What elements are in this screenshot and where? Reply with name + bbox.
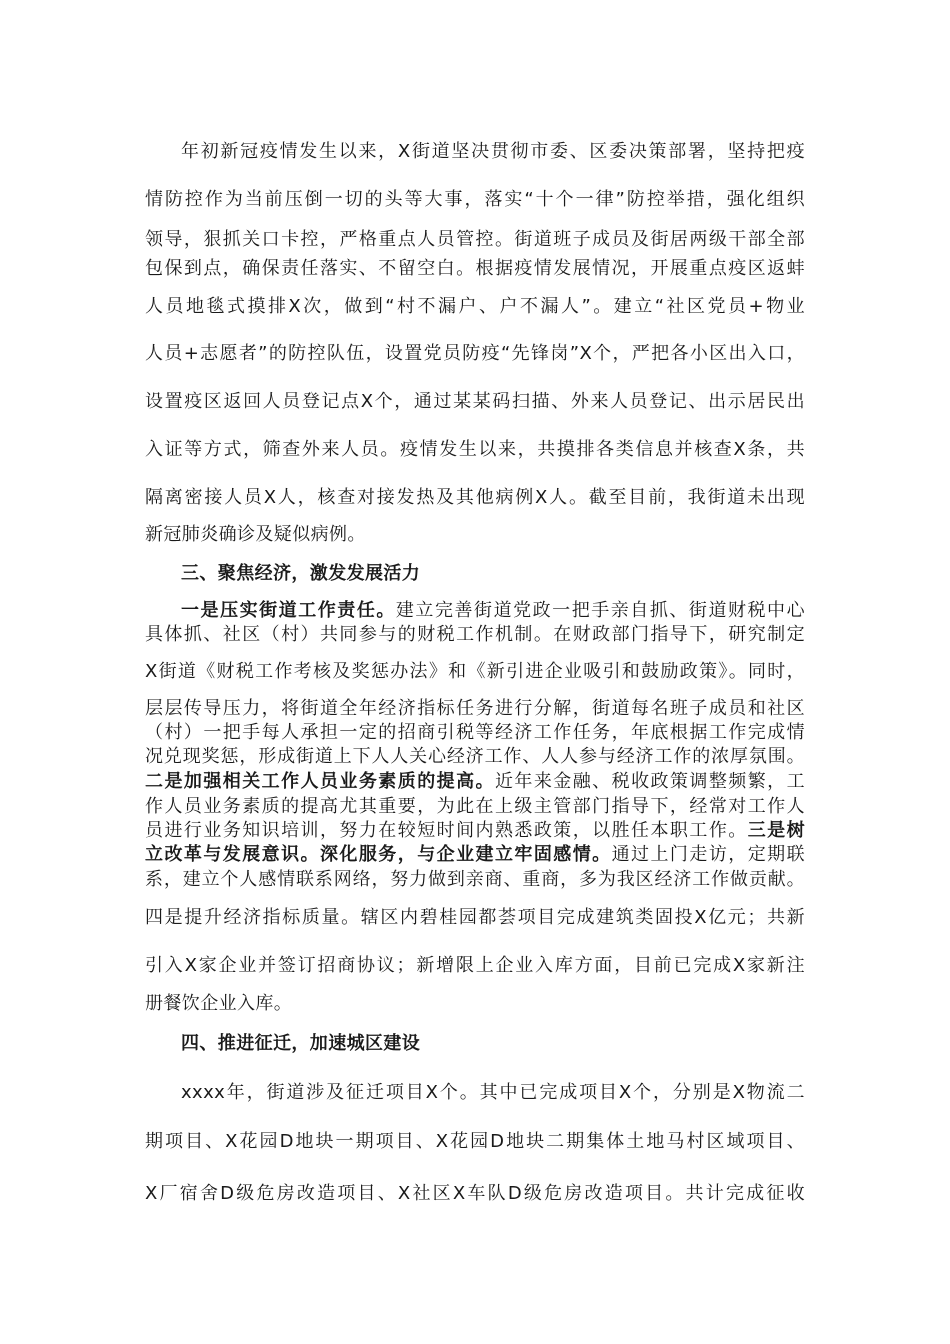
paragraph-1-line: 隔离密接人员X人，核查对接发热及其他病例X人。截至目前，我街道未出现 [145,487,805,508]
section-3-line: 引入X家企业并签订招商协议；新增限上企业入库方面，目前已完成X家新注 [145,955,805,976]
paragraph-1-line: 包保到点，确保责任落实、不留空白。根据疫情发展情况，开展重点疫区返蚌 [145,258,805,279]
section-3-line: 系，建立个人感情联系网络，努力做到亲商、重商，多为我区经济工作做贡献。 [145,869,805,890]
section-3-line: 具体抓、社区（村）共同参与的财税工作机制。在财政部门指导下，研究制定 [145,624,805,645]
emphasis-text: 三是树 [747,820,805,841]
emphasis-text: 立改革与发展意识。深化服务，与企业建立牢固感情。 [145,844,612,865]
paragraph-1-line: 设置疫区返回人员登记点X个，通过某某码扫描、外来人员登记、出示居民出 [145,391,805,412]
section-3-line: 层层传导压力，将街道全年经济指标任务进行分解，街道每名班子成员和社区 [145,698,805,719]
section-3-heading: 三、聚焦经济，激发发展活力 [181,563,421,584]
section-3-line: 册餐饮企业入库。 [145,993,293,1014]
body-text: 员进行业务知识培训，努力在较短时间内熟悉政策，以胜任本职工作。 [145,820,748,841]
body-text: 近年来金融、税收政策调整频繁，工 [494,771,805,792]
section-4-line: 期项目、X花园D地块一期项目、X花园D地块二期集体土地马村区域项目、 [145,1131,805,1152]
section-4-heading: 四、推进征迁，加速城区建设 [181,1033,421,1054]
section-3-line: 况兑现奖惩，形成街道上下人人关心经济工作、人人参与经济工作的浓厚氛围。 [145,746,805,767]
section-4-line: X厂宿舍D级危房改造项目、X社区X车队D级危房改造项目。共计完成征收 [145,1183,805,1204]
paragraph-1-line: 入证等方式，筛查外来人员。疫情发生以来，共摸排各类信息并核查X条，共 [145,439,805,460]
section-3-line: 四是提升经济指标质量。辖区内碧桂园都荟项目完成建筑类固投X亿元；共新 [145,907,805,928]
section-4-line: xxxx年，街道涉及征迁项目X个。其中已完成项目X个，分别是X物流二 [181,1082,805,1103]
emphasis-text: 一是压实街道工作责任。 [181,600,396,621]
body-text: 建立完善街道党政一把手亲自抓、街道财税中心 [395,600,805,621]
paragraph-1-line: 人员+志愿者”的防控队伍，设置党员防疫“先锋岗”X个，严把各小区出入口， [145,343,805,364]
paragraph-1-line: 年初新冠疫情发生以来，X街道坚决贯彻市委、区委决策部署，坚持把疫 [181,141,805,162]
section-3-line: X街道《财税工作考核及奖惩办法》和《新引进企业吸引和鼓励政策》。同时， [145,661,805,682]
section-3-line: （村）一把手每人承担一定的招商引税等经济工作任务，年底根据工作完成情 [145,722,805,743]
section-3-line [145,819,805,843]
section-3-line [145,770,805,794]
section-3-line [181,599,805,623]
body-text: 通过上门走访，定期联 [611,844,805,865]
paragraph-1-line: 情防控作为当前压倒一切的头等大事，落实“十个一律”防控举措，强化组织 [145,189,805,210]
paragraph-1-line: 领导，狠抓关口卡控，严格重点人员管控。街道班子成员及街居两级干部全部 [145,229,805,250]
section-3-line: 作人员业务素质的提高尤其重要，为此在上级主管部门指导下，经常对工作人 [145,796,805,817]
paragraph-1-line: 人员地毯式摸排X次，做到“村不漏户、户不漏人”。建立“社区党员+物业 [145,296,805,317]
section-3-line [145,843,805,867]
paragraph-1-line: 新冠肺炎确诊及疑似病例。 [145,524,366,545]
emphasis-text: 二是加强相关工作人员业务素质的提高。 [145,771,495,792]
